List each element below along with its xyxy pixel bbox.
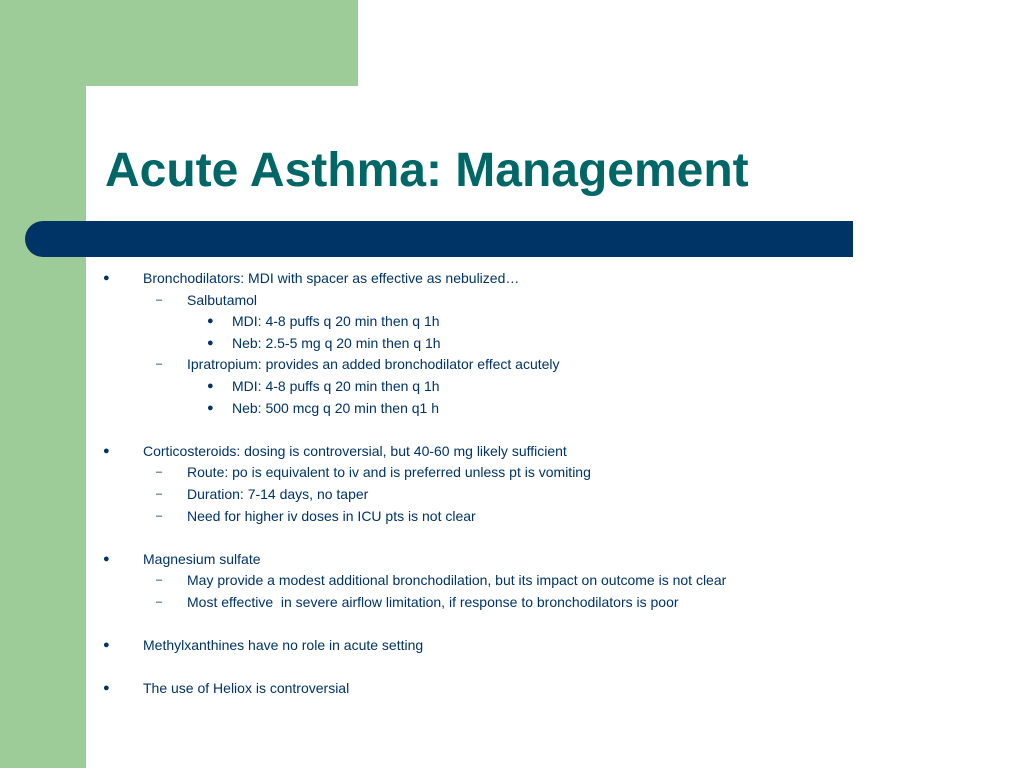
list-item-corticosteroids [0,441,1000,463]
list-item-text: MDI: 4-8 puffs q 20 min then q 1h [232,313,440,330]
dash-icon: – [156,595,163,608]
bullet-icon: ● [103,639,110,652]
list-item-text: Magnesium sulfate [143,550,261,567]
list-item-salbutamol-neb [0,333,1000,355]
list-item-bronchodilators [0,268,1000,290]
list-item-heliox [0,678,1000,700]
list-item-text: Neb: 500 mcg q 20 min then q1 h [232,399,440,416]
bullet-icon: ● [207,379,214,392]
list-spacer [0,614,1000,636]
list-item-text: Most effective in severe airflow limitation, if response to bronchodilators is poor [187,593,679,610]
list-item-methylxanthines [0,635,1000,657]
list-item-text: Ipratropium: provides an added bronchodilator effect acutely [187,356,560,373]
dash-icon: – [156,358,163,371]
dash-icon: – [156,487,163,500]
list-item-route [0,462,1000,484]
list-item-text: May provide a modest additional bronchodilation, but its impact on outcome is not clear [187,572,727,589]
list-spacer [0,657,1000,679]
bullet-icon: ● [103,272,110,284]
list-item-text: Corticosteroids: dosing is controversial, but 40-60 mg likely sufficient [143,442,567,459]
list-item-text: Need for higher iv doses in ICU pts is not clear [187,507,476,524]
list-item-ipratropium-mdi [0,376,1000,398]
list-item-salbutamol [0,290,1000,312]
list-spacer [0,419,1000,441]
list-item-text: The use of Heliox is controversial [143,680,350,697]
dash-icon: – [156,293,163,306]
list-item-ipratropium-neb [0,398,1000,420]
list-spacer [0,527,1000,549]
bullet-icon: ● [207,315,214,328]
dash-icon: – [156,466,163,479]
bullet-icon: ● [207,336,214,349]
dash-icon: – [156,509,163,522]
bullet-list [0,268,1000,700]
title-underline-bar [25,221,853,257]
list-item-magnesium [0,549,1000,571]
bullet-icon: ● [103,682,110,695]
list-item-most-effective [0,592,1000,614]
list-item-ipratropium [0,354,1000,376]
list-item-salbutamol-mdi [0,311,1000,333]
list-item-text: Route: po is equivalent to iv and is preferred unless pt is vomiting [187,464,591,481]
list-item-text: Bronchodilators: MDI with spacer as effective as nebulized… [143,270,520,286]
list-item-modest-bronchodilation [0,570,1000,592]
list-item-text: Salbutamol [187,291,258,308]
list-item-icu-doses [0,506,1000,528]
list-item-text: Neb: 2.5-5 mg q 20 min then q 1h [232,334,441,351]
list-item-duration [0,484,1000,506]
list-item-text: MDI: 4-8 puffs q 20 min then q 1h [232,377,440,394]
bullet-icon: ● [207,401,214,414]
list-item-text: Methylxanthines have no role in acute setting [143,637,424,654]
list-item-text: Duration: 7-14 days, no taper [187,485,369,502]
bullet-icon: ● [103,552,110,565]
bullet-icon: ● [103,444,110,457]
dash-icon: – [156,574,163,587]
slide-title: Acute Asthma: Management [105,144,749,197]
green-top-decoration [0,0,358,86]
